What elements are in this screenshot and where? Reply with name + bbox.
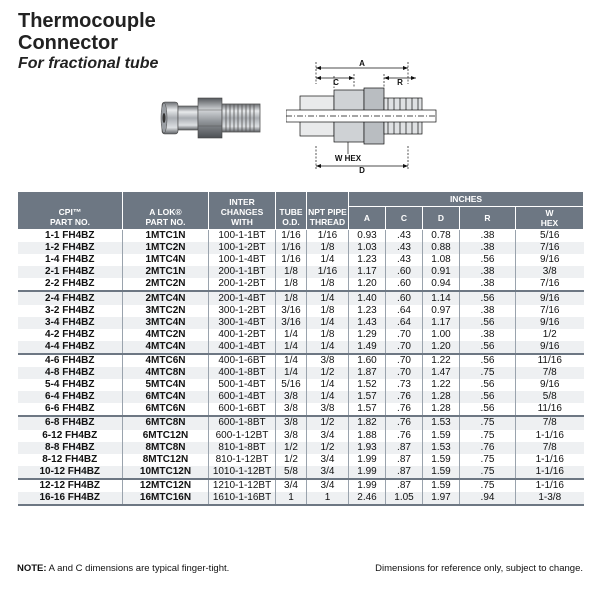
table-cell: 8MTC8N <box>123 442 209 454</box>
note-text: A and C dimensions are typical finger-tight. <box>46 563 230 574</box>
table-cell: 1/16 <box>276 230 307 243</box>
table-cell: 1MTC2N <box>123 242 209 254</box>
table-cell: 1/4 <box>307 379 349 391</box>
table-row <box>18 230 584 243</box>
table-cell: 1.40 <box>349 291 386 304</box>
table-cell: 6MTC12N <box>123 430 209 442</box>
table-row <box>18 442 584 454</box>
table-cell: 7/16 <box>516 242 584 254</box>
table-cell: 11/16 <box>516 354 584 367</box>
table-cell: 1.23 <box>349 254 386 266</box>
table-cell: 1.03 <box>349 242 386 254</box>
table-cell: 1/4 <box>276 341 307 354</box>
table-cell: 6MTC4N <box>123 391 209 403</box>
table-cell: .70 <box>386 329 423 341</box>
table-cell: 1.53 <box>423 442 460 454</box>
page-subtitle: For fractional tube <box>18 55 159 72</box>
table-cell: 1.49 <box>349 341 386 354</box>
table-cell: 1.57 <box>349 403 386 416</box>
table-row <box>18 454 584 466</box>
table-cell: 200-1-2BT <box>209 278 276 291</box>
table-cell: 5/16 <box>516 230 584 243</box>
table-row <box>18 379 584 391</box>
table-cell: 1-3/8 <box>516 492 584 505</box>
table-cell: 6-12 FH4BZ <box>18 430 123 442</box>
table-cell: 400-1-6BT <box>209 354 276 367</box>
table-cell: .60 <box>386 278 423 291</box>
table-cell: 810-1-12BT <box>209 454 276 466</box>
table-cell: 1/2 <box>307 416 349 429</box>
table-cell: 1.53 <box>423 416 460 429</box>
table-cell: 5/8 <box>516 391 584 403</box>
table-row <box>18 391 584 403</box>
table-cell: 6-4 FH4BZ <box>18 391 123 403</box>
table-row <box>18 367 584 379</box>
table-cell: 11/16 <box>516 403 584 416</box>
table-cell: 1.87 <box>349 367 386 379</box>
table-cell: 2MTC2N <box>123 278 209 291</box>
table-cell: .43 <box>386 254 423 266</box>
table-cell: 1-1/16 <box>516 466 584 479</box>
table-cell: 1/8 <box>276 291 307 304</box>
table-cell: 1-4 FH4BZ <box>18 254 123 266</box>
table-cell: 6MTC8N <box>123 416 209 429</box>
table-cell: 1 <box>276 492 307 505</box>
table-cell: 4-2 FH4BZ <box>18 329 123 341</box>
label-r: R <box>397 78 403 87</box>
table-cell: 100-1-4BT <box>209 254 276 266</box>
table-cell: 1.59 <box>423 454 460 466</box>
table-cell: .38 <box>460 230 516 243</box>
label-a: A <box>359 59 365 68</box>
col-alok-line2: PART NO. <box>145 217 186 227</box>
table-cell: .73 <box>386 379 423 391</box>
table-cell: 1.00 <box>423 329 460 341</box>
table-cell: 3/4 <box>307 466 349 479</box>
table-cell: 3MTC4N <box>123 317 209 329</box>
table-cell: 1/2 <box>276 442 307 454</box>
table-cell: .76 <box>386 430 423 442</box>
col-inter-line3: WITH <box>231 217 253 227</box>
table-cell: 12-12 FH4BZ <box>18 479 123 492</box>
table-cell: 2-4 FH4BZ <box>18 291 123 304</box>
table-cell: 810-1-8BT <box>209 442 276 454</box>
table-cell: .56 <box>460 317 516 329</box>
page-title-line1: Thermocouple <box>18 10 156 32</box>
col-group-inches: INCHES <box>349 192 584 207</box>
col-npt-line1: NPT PIPE <box>308 207 347 217</box>
table-cell: 1/2 <box>307 367 349 379</box>
table-cell: 1.28 <box>423 391 460 403</box>
table-cell: 6-8 FH4BZ <box>18 416 123 429</box>
table-row <box>18 266 584 278</box>
table-cell: 4MTC2N <box>123 329 209 341</box>
table-cell: 9/16 <box>516 341 584 354</box>
table-cell: 16-16 FH4BZ <box>18 492 123 505</box>
table-cell: .38 <box>460 266 516 278</box>
table-cell: 1.17 <box>423 317 460 329</box>
table-cell: 12MTC12N <box>123 479 209 492</box>
table-cell: .76 <box>386 416 423 429</box>
table-cell: 500-1-4BT <box>209 379 276 391</box>
table-cell: 3-4 FH4BZ <box>18 317 123 329</box>
table-cell: 1.52 <box>349 379 386 391</box>
table-row <box>18 242 584 254</box>
col-inter-line2: CHANGES <box>220 207 264 217</box>
table-cell: .87 <box>386 466 423 479</box>
table-cell: 300-1-2BT <box>209 305 276 317</box>
table-cell: 1/4 <box>276 354 307 367</box>
table-cell: 1.22 <box>423 379 460 391</box>
table-cell: 600-1-6BT <box>209 403 276 416</box>
table-row <box>18 403 584 416</box>
table-cell: 3/16 <box>276 317 307 329</box>
table-cell: 1 <box>307 492 349 505</box>
label-d: D <box>359 166 365 175</box>
table-cell: 7/16 <box>516 305 584 317</box>
table-body <box>18 230 584 506</box>
table-cell: 0.94 <box>423 278 460 291</box>
col-tube-line2: O.D. <box>282 217 300 227</box>
table-cell: 3/8 <box>307 403 349 416</box>
table-row <box>18 329 584 341</box>
dimension-table <box>17 191 584 506</box>
table-cell: 1-1/16 <box>516 430 584 442</box>
col-tube-line1: TUBE <box>279 207 303 217</box>
table-row <box>18 466 584 479</box>
table-cell: 2-2 FH4BZ <box>18 278 123 291</box>
col-cpi-line2: PART NO. <box>50 217 90 227</box>
table-cell: 1.08 <box>423 254 460 266</box>
table-cell: 1610-1-16BT <box>209 492 276 505</box>
table-cell: 7/8 <box>516 442 584 454</box>
table-row <box>18 305 584 317</box>
table-cell: 4-4 FH4BZ <box>18 341 123 354</box>
table-cell: .87 <box>386 479 423 492</box>
table-cell: 9/16 <box>516 291 584 304</box>
table-cell: 1MTC4N <box>123 254 209 266</box>
table-cell: 400-1-2BT <box>209 329 276 341</box>
table-cell: 600-1-4BT <box>209 391 276 403</box>
connector-photo <box>160 88 266 150</box>
table-cell: 1/2 <box>276 454 307 466</box>
table-cell: 0.91 <box>423 266 460 278</box>
col-a: A <box>349 207 386 230</box>
table-cell: 1/8 <box>307 278 349 291</box>
table-cell: 4-8 FH4BZ <box>18 367 123 379</box>
label-c: C <box>333 78 339 87</box>
table-cell: 6-6 FH4BZ <box>18 403 123 416</box>
table-cell: 0.88 <box>423 242 460 254</box>
table-cell: 1/8 <box>276 278 307 291</box>
table-cell: 3/4 <box>307 479 349 492</box>
table-cell: 1.23 <box>349 305 386 317</box>
table-cell: 2.46 <box>349 492 386 505</box>
table-cell: .56 <box>460 354 516 367</box>
table-cell: .43 <box>386 230 423 243</box>
table-cell: 1/4 <box>276 329 307 341</box>
table-cell: 4MTC4N <box>123 341 209 354</box>
table-cell: .56 <box>460 403 516 416</box>
col-cpi <box>18 192 123 230</box>
table-cell: 1.57 <box>349 391 386 403</box>
table-cell: 400-1-4BT <box>209 341 276 354</box>
table-cell: 8-12 FH4BZ <box>18 454 123 466</box>
table-cell: 1/4 <box>307 341 349 354</box>
table-cell: 16MTC16N <box>123 492 209 505</box>
table-cell: 3-2 FH4BZ <box>18 305 123 317</box>
reference-note: Dimensions for reference only, subject to change. <box>375 563 583 574</box>
table-cell: .64 <box>386 317 423 329</box>
col-npt <box>307 192 349 230</box>
table-cell: 1.99 <box>349 454 386 466</box>
table-cell: 10MTC12N <box>123 466 209 479</box>
table-cell: 7/16 <box>516 278 584 291</box>
table-cell: .56 <box>460 291 516 304</box>
table-cell: 3/4 <box>276 479 307 492</box>
table-row <box>18 291 584 304</box>
table-cell: 600-1-8BT <box>209 416 276 429</box>
col-w-line2: HEX <box>540 218 559 228</box>
table-cell: 1/4 <box>307 291 349 304</box>
table-cell: 1.99 <box>349 479 386 492</box>
table-cell: 300-1-4BT <box>209 317 276 329</box>
table-cell: 0.93 <box>349 230 386 243</box>
table-row <box>18 278 584 291</box>
table-cell: .75 <box>460 466 516 479</box>
table-cell: 1.28 <box>423 403 460 416</box>
table-cell: .94 <box>460 492 516 505</box>
table-cell: 6MTC6N <box>123 403 209 416</box>
table-cell: 9/16 <box>516 317 584 329</box>
table-cell: 1/16 <box>276 242 307 254</box>
table-cell: 1/8 <box>307 242 349 254</box>
table-cell: 8MTC12N <box>123 454 209 466</box>
col-c: C <box>386 207 423 230</box>
table-cell: 1/16 <box>307 266 349 278</box>
table-cell: .56 <box>460 379 516 391</box>
table-row <box>18 416 584 429</box>
table-cell: 3/4 <box>307 430 349 442</box>
table-cell: 1.47 <box>423 367 460 379</box>
table-cell: .87 <box>386 454 423 466</box>
dimension-diagram <box>286 58 446 180</box>
table-cell: .56 <box>460 341 516 354</box>
table-cell: 1.82 <box>349 416 386 429</box>
table-cell: 1.14 <box>423 291 460 304</box>
table-cell: 1210-1-12BT <box>209 479 276 492</box>
label-whex: W HEX <box>334 154 362 163</box>
table-cell: .43 <box>386 242 423 254</box>
table-row <box>18 479 584 492</box>
table-cell: 1/16 <box>276 254 307 266</box>
title-block <box>18 10 158 74</box>
table-cell: 1.29 <box>349 329 386 341</box>
table-cell: 5-4 FH4BZ <box>18 379 123 391</box>
table-cell: 1.59 <box>423 466 460 479</box>
table-cell: 1.05 <box>386 492 423 505</box>
table-cell: 1.88 <box>349 430 386 442</box>
table-cell: 3/8 <box>516 266 584 278</box>
table-cell: 1/8 <box>307 329 349 341</box>
table-cell: 1/2 <box>516 329 584 341</box>
table-cell: 1.59 <box>423 430 460 442</box>
table-cell: 1.59 <box>423 479 460 492</box>
table-cell: .60 <box>386 266 423 278</box>
table-cell: 3MTC2N <box>123 305 209 317</box>
table-cell: 5/8 <box>276 466 307 479</box>
table-cell: .70 <box>386 341 423 354</box>
table-cell: .76 <box>386 391 423 403</box>
table-cell: 3/8 <box>276 391 307 403</box>
table-cell: 10-12 FH4BZ <box>18 466 123 479</box>
table-row <box>18 317 584 329</box>
table-cell: 1.97 <box>423 492 460 505</box>
table-cell: 1-1/16 <box>516 454 584 466</box>
table-cell: 1.43 <box>349 317 386 329</box>
col-d: D <box>423 207 460 230</box>
table-cell: .70 <box>386 367 423 379</box>
table-cell: 2MTC4N <box>123 291 209 304</box>
table-cell: 100-1-2BT <box>209 242 276 254</box>
col-w-line1: W <box>545 208 554 218</box>
table-cell: .38 <box>460 278 516 291</box>
footnote <box>17 563 229 574</box>
table-cell: 0.78 <box>423 230 460 243</box>
table-cell: 4MTC6N <box>123 354 209 367</box>
table-cell: 1/16 <box>307 230 349 243</box>
table-cell: 8-8 FH4BZ <box>18 442 123 454</box>
table-cell: .75 <box>460 367 516 379</box>
note-label: NOTE: <box>17 563 47 574</box>
table-cell: 200-1-1BT <box>209 266 276 278</box>
col-alok <box>123 192 209 230</box>
col-alok-line1: A LOK® <box>149 207 182 217</box>
table-cell: .64 <box>386 305 423 317</box>
table-cell: 4MTC8N <box>123 367 209 379</box>
col-w <box>516 207 584 230</box>
table-cell: 600-1-12BT <box>209 430 276 442</box>
table-cell: 7/8 <box>516 416 584 429</box>
table-cell: 1-2 FH4BZ <box>18 242 123 254</box>
table-row <box>18 354 584 367</box>
table-cell: 3/8 <box>276 430 307 442</box>
table-cell: 1.93 <box>349 442 386 454</box>
table-cell: .38 <box>460 242 516 254</box>
table-cell: .75 <box>460 454 516 466</box>
table-cell: 1/2 <box>307 442 349 454</box>
col-cpi-line1: CPI™ <box>58 207 82 217</box>
table-cell: .76 <box>386 403 423 416</box>
table-cell: .38 <box>460 305 516 317</box>
table-cell: 5/16 <box>276 379 307 391</box>
table-cell: 1/4 <box>307 317 349 329</box>
table-cell: 9/16 <box>516 254 584 266</box>
page-title-line2: Connector <box>18 32 118 54</box>
col-tube <box>276 192 307 230</box>
table-cell: 3/8 <box>307 354 349 367</box>
table-cell: 5MTC4N <box>123 379 209 391</box>
table-row <box>18 341 584 354</box>
col-npt-line2: THREAD <box>309 217 346 227</box>
table-cell: 3/4 <box>307 454 349 466</box>
table-cell: 400-1-8BT <box>209 367 276 379</box>
table-cell: 1/4 <box>307 391 349 403</box>
table-row <box>18 254 584 266</box>
table-cell: 3/8 <box>276 403 307 416</box>
table-cell: 1010-1-12BT <box>209 466 276 479</box>
table-row <box>18 492 584 505</box>
table-cell: 1.20 <box>349 278 386 291</box>
table-cell: 2MTC1N <box>123 266 209 278</box>
table-cell: 3/8 <box>276 416 307 429</box>
table-cell: 1/8 <box>276 266 307 278</box>
table-cell: 1.60 <box>349 354 386 367</box>
table-cell: 1.20 <box>423 341 460 354</box>
table-cell: 4-6 FH4BZ <box>18 354 123 367</box>
table-cell: .60 <box>386 291 423 304</box>
table-cell: 2-1 FH4BZ <box>18 266 123 278</box>
table-cell: 1-1/16 <box>516 479 584 492</box>
table-cell: 7/8 <box>516 367 584 379</box>
table-cell: .70 <box>386 354 423 367</box>
table-cell: 1.17 <box>349 266 386 278</box>
table-cell: 1/4 <box>276 367 307 379</box>
table-row <box>18 430 584 442</box>
col-inter-line1: INTER <box>229 197 255 207</box>
table-cell: .87 <box>386 442 423 454</box>
table-cell: .38 <box>460 329 516 341</box>
table-cell: .56 <box>460 391 516 403</box>
table-cell: 9/16 <box>516 379 584 391</box>
table-cell: 1.99 <box>349 466 386 479</box>
table-cell: .75 <box>460 430 516 442</box>
table-cell: .75 <box>460 479 516 492</box>
table-cell: 1.22 <box>423 354 460 367</box>
header-row-1 <box>18 192 584 207</box>
table-cell: .75 <box>460 416 516 429</box>
table-cell: 200-1-4BT <box>209 291 276 304</box>
table-cell: 3/16 <box>276 305 307 317</box>
col-r: R <box>460 207 516 230</box>
table-cell: 1/8 <box>307 305 349 317</box>
col-inter <box>209 192 276 230</box>
table-cell: 1MTC1N <box>123 230 209 243</box>
table-cell: .56 <box>460 254 516 266</box>
table-cell: 0.97 <box>423 305 460 317</box>
table-cell: 1-1 FH4BZ <box>18 230 123 243</box>
table-cell: 100-1-1BT <box>209 230 276 243</box>
table-cell: .76 <box>460 442 516 454</box>
table-cell: 1/4 <box>307 254 349 266</box>
